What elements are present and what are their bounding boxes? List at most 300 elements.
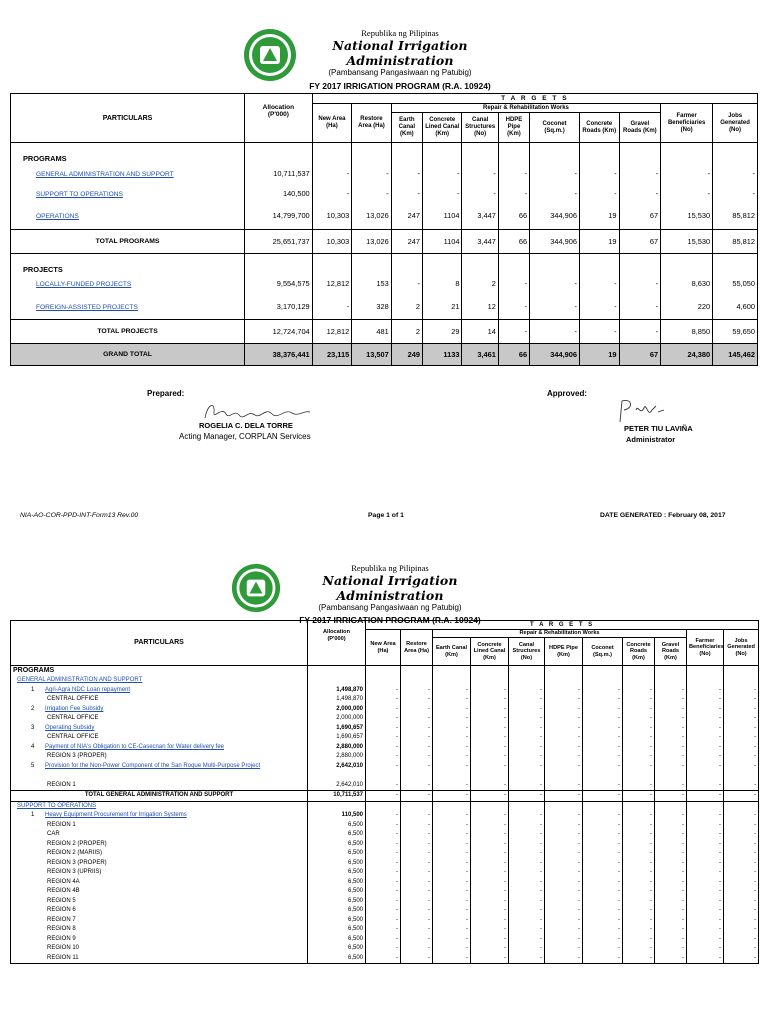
col-concrete-lined: Concrete Lined Canal (Km): [471, 638, 509, 666]
target-cell: -: [433, 791, 471, 802]
summary-cell: 481: [352, 320, 392, 344]
region-row: [11, 897, 759, 907]
program-item: [11, 743, 759, 753]
target-cell: -: [655, 811, 687, 821]
target-cell: -: [655, 849, 687, 859]
target-cell: -: [687, 897, 724, 907]
summary-cell: 12,724,704: [245, 320, 313, 344]
target-cell: [471, 666, 509, 677]
target-cell: -: [623, 733, 655, 743]
target-cell: -: [509, 935, 545, 945]
target-cell: -: [687, 705, 724, 715]
target-cell: -: [509, 791, 545, 802]
target-cell: -: [583, 714, 623, 724]
target-cell: -: [724, 821, 759, 831]
link-foreign-assisted[interactable]: FOREIGN-ASSISTED PROJECTS: [36, 303, 138, 311]
target-cell: -: [471, 762, 509, 772]
target-cell: -: [401, 944, 433, 954]
target-cell: -: [655, 954, 687, 964]
summary-cell: -: [713, 163, 758, 183]
target-cell: -: [687, 906, 724, 916]
target-cell: -: [724, 724, 759, 734]
target-cell: [724, 771, 759, 781]
target-cell: -: [687, 695, 724, 705]
target-cell: -: [545, 859, 583, 869]
target-cell: -: [545, 695, 583, 705]
particulars-cell: CAR: [11, 830, 308, 840]
particulars-cell: REGION 8: [11, 925, 308, 935]
target-cell: -: [401, 868, 433, 878]
summary-cell: -: [619, 183, 661, 203]
col-hdpe: HDPE Pipe (Km): [545, 638, 583, 666]
target-cell: -: [687, 925, 724, 935]
target-cell: -: [623, 868, 655, 878]
target-cell: -: [623, 916, 655, 926]
target-cell: -: [433, 686, 471, 696]
allocation-cell: 6,500: [308, 887, 366, 897]
summary-cell: 23,115: [312, 344, 352, 366]
summary-cell: -: [498, 320, 529, 344]
target-cell: -: [655, 897, 687, 907]
target-cell: -: [623, 897, 655, 907]
target-cell: -: [545, 714, 583, 724]
summary-cell: -: [580, 163, 620, 183]
target-cell: -: [401, 849, 433, 859]
allocation-cell: 1,498,870: [308, 695, 366, 705]
particulars-cell: 1 Heavy Equipment Procurement for Irrigation Systems: [11, 811, 308, 821]
target-cell: -: [687, 944, 724, 954]
target-cell: -: [724, 811, 759, 821]
link-support-ops[interactable]: SUPPORT TO OPERATIONS: [36, 190, 123, 198]
summary-cell: 85,812: [713, 229, 758, 253]
summary-cell: -: [580, 294, 620, 320]
target-cell: [366, 676, 401, 686]
target-cell: -: [401, 830, 433, 840]
target-cell: -: [471, 791, 509, 802]
republic-line: Republika ng Pilipinas: [351, 563, 429, 573]
program-item: [11, 762, 759, 772]
region-row: [11, 821, 759, 831]
summary-cell: 344,906: [530, 229, 580, 253]
target-cell: -: [471, 849, 509, 859]
target-cell: [583, 771, 623, 781]
target-cell: -: [583, 849, 623, 859]
target-cell: -: [623, 821, 655, 831]
summary-cell: 1133: [422, 344, 462, 366]
target-cell: -: [623, 752, 655, 762]
office-row: [11, 752, 759, 762]
summary-cell: -: [498, 183, 529, 203]
target-cell: -: [724, 954, 759, 964]
target-cell: -: [583, 887, 623, 897]
item-link[interactable]: Heavy Equipment Procurement for Irrigation Systems: [45, 812, 187, 819]
target-cell: -: [583, 752, 623, 762]
col-jobs: Jobs Generated (No): [713, 104, 758, 143]
summary-cell: 153: [352, 274, 392, 294]
target-cell: -: [583, 705, 623, 715]
target-cell: -: [583, 840, 623, 850]
target-cell: -: [583, 859, 623, 869]
target-cell: -: [433, 733, 471, 743]
link-operations[interactable]: OPERATIONS: [36, 213, 79, 221]
target-cell: -: [401, 791, 433, 802]
summary-cell: -: [530, 183, 580, 203]
item-link[interactable]: Provision for the Non-Power Component of the San Roque Multi-Purpose Project: [45, 762, 261, 769]
summary-cell: 3,447: [462, 229, 498, 253]
target-cell: -: [687, 830, 724, 840]
target-cell: -: [583, 733, 623, 743]
target-cell: -: [509, 840, 545, 850]
target-cell: -: [687, 733, 724, 743]
target-cell: -: [583, 906, 623, 916]
region-row: [11, 906, 759, 916]
target-cell: -: [401, 743, 433, 753]
target-cell: -: [724, 916, 759, 926]
summary-cell: -: [422, 163, 462, 183]
summary-cell: 249: [391, 344, 422, 366]
summary-cell: -: [580, 320, 620, 344]
target-cell: -: [366, 840, 401, 850]
target-cell: -: [366, 724, 401, 734]
particulars-cell: [11, 771, 308, 781]
target-cell: -: [724, 897, 759, 907]
target-cell: -: [724, 840, 759, 850]
summary-cell: -: [498, 163, 529, 183]
target-cell: -: [471, 944, 509, 954]
col-repair: Repair & Rehabilitation Works: [391, 104, 660, 113]
target-cell: -: [433, 781, 471, 791]
summary-cell: 25,651,737: [245, 229, 313, 253]
target-cell: [724, 676, 759, 686]
particulars-cell: REGION 9: [11, 935, 308, 945]
target-cell: -: [401, 752, 433, 762]
target-cell: [724, 666, 759, 677]
target-cell: -: [471, 743, 509, 753]
target-cell: -: [687, 916, 724, 926]
target-cell: -: [471, 868, 509, 878]
target-cell: -: [623, 944, 655, 954]
target-cell: -: [724, 878, 759, 888]
target-cell: -: [471, 821, 509, 831]
target-cell: -: [366, 743, 401, 753]
allocation-cell: 1,690,657: [308, 724, 366, 734]
target-cell: -: [433, 714, 471, 724]
target-cell: -: [433, 849, 471, 859]
summary-cell: 8,630: [661, 274, 713, 294]
prepared-label: Prepared:: [147, 389, 185, 398]
target-cell: -: [509, 821, 545, 831]
summary-cell: -: [619, 320, 661, 344]
summary-cell: 1104: [422, 229, 462, 253]
target-cell: -: [687, 781, 724, 791]
target-cell: -: [687, 811, 724, 821]
target-cell: -: [509, 897, 545, 907]
target-cell: [545, 771, 583, 781]
target-cell: [623, 801, 655, 811]
summary-cell: -: [530, 274, 580, 294]
target-cell: [401, 801, 433, 811]
summary-cell: 13,507: [352, 344, 392, 366]
summary-cell: 344,906: [530, 344, 580, 366]
target-cell: -: [509, 925, 545, 935]
target-cell: [623, 771, 655, 781]
allocation-cell: 2,642,010: [308, 762, 366, 772]
target-cell: -: [401, 935, 433, 945]
item-link[interactable]: Operating Subsidy: [45, 724, 95, 731]
summary-cell: -: [530, 163, 580, 183]
target-cell: -: [687, 762, 724, 772]
date-generated: DATE GENERATED : February 08, 2017: [600, 512, 726, 519]
particulars-cell: REGION 2 (MARIIS): [11, 849, 308, 859]
summary-cell: 10,711,537: [245, 163, 313, 183]
allocation-cell: 6,500: [308, 954, 366, 964]
target-cell: -: [366, 868, 401, 878]
target-cell: -: [545, 705, 583, 715]
target-cell: -: [687, 868, 724, 878]
target-cell: -: [366, 705, 401, 715]
target-cell: -: [724, 935, 759, 945]
target-cell: -: [687, 840, 724, 850]
target-cell: -: [687, 878, 724, 888]
particulars-cell: REGION 6: [11, 906, 308, 916]
allocation-cell: 10,711,537: [308, 791, 366, 802]
particulars-cell: PROGRAMS: [11, 666, 308, 677]
summary-row: [11, 163, 758, 183]
target-cell: -: [545, 733, 583, 743]
summary-cell: 66: [498, 229, 529, 253]
target-cell: -: [433, 724, 471, 734]
particulars-cell: 3 Operating Subsidy: [11, 724, 308, 734]
target-cell: -: [366, 925, 401, 935]
target-cell: [366, 771, 401, 781]
target-cell: -: [366, 859, 401, 869]
target-cell: -: [724, 849, 759, 859]
summary-cell: 10,303: [312, 203, 352, 229]
target-cell: -: [509, 781, 545, 791]
item-link[interactable]: GENERAL ADMINISTRATION AND SUPPORT: [17, 677, 143, 684]
allocation-cell: 2,880,000: [308, 743, 366, 753]
target-cell: -: [509, 686, 545, 696]
target-cell: -: [366, 849, 401, 859]
office-row: [11, 781, 759, 791]
target-cell: [724, 801, 759, 811]
target-cell: -: [433, 925, 471, 935]
target-cell: -: [545, 686, 583, 696]
detail-table: [10, 620, 759, 964]
col-farmer-beneficiaries: Farmer Beneficiaries (No): [661, 104, 713, 143]
summary-cell: 29: [422, 320, 462, 344]
summary-cell: -: [422, 183, 462, 203]
summary-cell: 55,050: [713, 274, 758, 294]
summary-cell: -: [661, 183, 713, 203]
summary-cell: -: [661, 163, 713, 183]
target-cell: -: [471, 695, 509, 705]
target-cell: -: [366, 897, 401, 907]
target-cell: -: [433, 695, 471, 705]
summary-cell: 19: [580, 344, 620, 366]
target-cell: -: [583, 781, 623, 791]
target-cell: -: [655, 743, 687, 753]
target-cell: -: [545, 724, 583, 734]
target-cell: -: [687, 821, 724, 831]
particulars-cell: CENTRAL OFFICE: [11, 733, 308, 743]
link-general-admin[interactable]: GENERAL ADMINISTRATION AND SUPPORT: [36, 170, 174, 178]
col-targets: T A R G E T S: [366, 621, 759, 630]
target-cell: -: [724, 695, 759, 705]
target-cell: -: [509, 887, 545, 897]
target-cell: -: [509, 868, 545, 878]
nia-logo: [231, 563, 281, 613]
target-cell: -: [401, 762, 433, 772]
summary-row: [11, 183, 758, 203]
target-cell: -: [471, 935, 509, 945]
target-cell: [471, 801, 509, 811]
target-cell: -: [623, 859, 655, 869]
summary-cell: 59,650: [713, 320, 758, 344]
target-cell: -: [509, 724, 545, 734]
target-cell: -: [401, 686, 433, 696]
form-code: NIA-AO-COR-PPD-INT-Form13 Rev.00: [20, 512, 139, 519]
summary-cell: 3,447: [462, 203, 498, 229]
allocation-cell: 6,500: [308, 868, 366, 878]
target-cell: [433, 801, 471, 811]
summary-cell: 66: [498, 203, 529, 229]
col-canal-structures: Canal Structures (No): [509, 638, 545, 666]
particulars-cell: 1 Agri-Agra NDC Loan repayment: [11, 686, 308, 696]
region-row: [11, 944, 759, 954]
item-link[interactable]: Irrigation Fee Subsidy: [45, 705, 104, 712]
target-cell: -: [724, 859, 759, 869]
target-cell: -: [471, 887, 509, 897]
target-cell: -: [583, 830, 623, 840]
section-programs: PROGRAMS: [11, 143, 245, 164]
target-cell: -: [583, 811, 623, 821]
target-cell: -: [724, 791, 759, 802]
target-cell: -: [433, 762, 471, 772]
target-cell: -: [545, 868, 583, 878]
nia-logo: [243, 28, 297, 82]
summary-cell: -: [352, 183, 392, 203]
agency-name: National Irrigation Administration: [322, 573, 458, 603]
allocation-cell: 6,500: [308, 859, 366, 869]
target-cell: [401, 666, 433, 677]
target-cell: -: [509, 830, 545, 840]
item-link[interactable]: Payment of NIA's Obligation to CE-Casecnan for Water delivery fee: [45, 743, 225, 750]
target-cell: -: [655, 686, 687, 696]
target-cell: -: [655, 781, 687, 791]
target-cell: [433, 666, 471, 677]
target-cell: -: [655, 714, 687, 724]
program-item: [11, 724, 759, 734]
target-cell: -: [471, 906, 509, 916]
target-cell: -: [583, 686, 623, 696]
target-cell: -: [433, 705, 471, 715]
section-support-ops: [11, 801, 759, 811]
target-cell: -: [401, 705, 433, 715]
target-cell: -: [687, 743, 724, 753]
item-link[interactable]: Agri-Agra NDC Loan repayment: [45, 686, 131, 693]
target-cell: -: [471, 954, 509, 964]
target-cell: -: [623, 878, 655, 888]
particulars-cell: REGION 1: [11, 781, 308, 791]
target-cell: -: [471, 811, 509, 821]
particulars-cell: REGION 3 (PROPER): [11, 859, 308, 869]
particulars-cell: REGION 11: [11, 954, 308, 964]
target-cell: -: [687, 724, 724, 734]
target-cell: -: [401, 878, 433, 888]
particulars-cell: [11, 801, 308, 811]
item-link[interactable]: SUPPORT TO OPERATIONS: [17, 802, 97, 809]
allocation-cell: 6,500: [308, 916, 366, 926]
program-item: [11, 811, 759, 821]
target-cell: -: [509, 695, 545, 705]
target-cell: -: [724, 752, 759, 762]
col-concrete-roads: Concrete Roads (Km): [623, 638, 655, 666]
target-cell: -: [401, 733, 433, 743]
target-cell: [401, 676, 433, 686]
target-cell: -: [687, 935, 724, 945]
summary-cell: 19: [580, 229, 620, 253]
target-cell: -: [655, 752, 687, 762]
summary-cell: -: [462, 163, 498, 183]
summary-cell: 67: [619, 344, 661, 366]
region-row: [11, 887, 759, 897]
summary-cell: -: [391, 183, 422, 203]
target-cell: -: [623, 935, 655, 945]
target-cell: -: [724, 781, 759, 791]
agency-tagalog: (Pambansang Pangasiwaan ng Patubig): [318, 603, 462, 612]
summary-cell: -: [713, 183, 758, 203]
target-cell: -: [655, 906, 687, 916]
col-allocation: Allocation (P'000): [245, 94, 313, 143]
target-cell: -: [366, 811, 401, 821]
col-concrete-roads: Concrete Roads (Km): [580, 113, 620, 143]
target-cell: -: [433, 830, 471, 840]
target-cell: -: [366, 916, 401, 926]
summary-cell: 15,530: [661, 229, 713, 253]
section-general-admin: [11, 676, 759, 686]
target-cell: -: [509, 944, 545, 954]
col-restore-area: Restore Area (Ha): [352, 104, 392, 143]
target-cell: -: [687, 849, 724, 859]
summary-cell: -: [580, 274, 620, 294]
target-cell: -: [366, 954, 401, 964]
target-cell: -: [401, 781, 433, 791]
particulars-cell: 4 Payment of NIA's Obligation to CE-Casecnan for Water delivery fee: [11, 743, 308, 753]
target-cell: -: [583, 821, 623, 831]
target-cell: -: [471, 733, 509, 743]
target-cell: -: [687, 686, 724, 696]
link-locally-funded[interactable]: LOCALLY-FUNDED PROJECTS: [36, 281, 132, 288]
target-cell: -: [583, 954, 623, 964]
region-row: [11, 849, 759, 859]
target-cell: -: [545, 830, 583, 840]
allocation-cell: 6,500: [308, 830, 366, 840]
program-title: FY 2017 IRRIGATION PROGRAM (R.A. 10924): [299, 615, 481, 625]
target-cell: -: [583, 695, 623, 705]
target-cell: [509, 771, 545, 781]
target-cell: [655, 666, 687, 677]
target-cell: -: [623, 724, 655, 734]
summary-cell: -: [530, 294, 580, 320]
target-cell: -: [687, 954, 724, 964]
summary-cell: 220: [661, 294, 713, 320]
prepared-name: ROGELIA C. DELA TORRE: [199, 421, 293, 430]
target-cell: -: [583, 878, 623, 888]
target-cell: [623, 666, 655, 677]
particulars-cell: CENTRAL OFFICE: [11, 714, 308, 724]
col-canal-structures: Canal Structures (No): [462, 113, 498, 143]
